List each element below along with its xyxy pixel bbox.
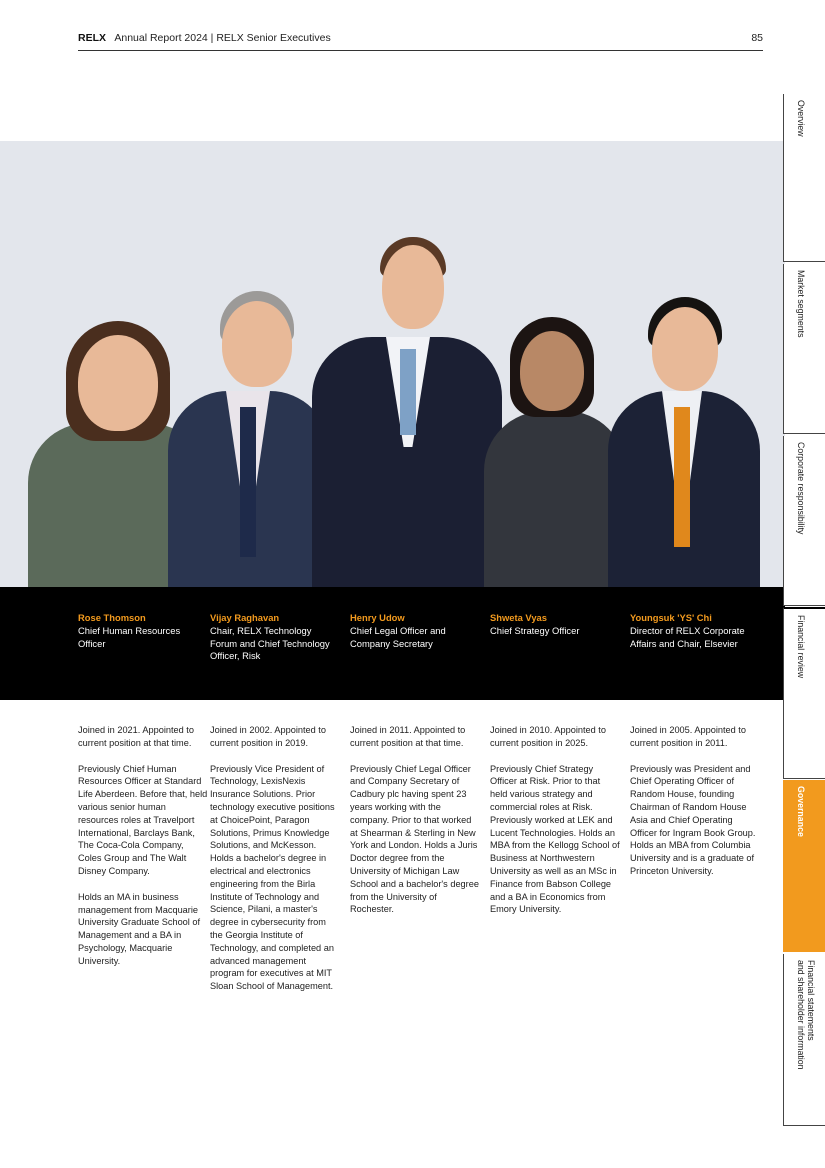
report-title: Annual Report 2024 | RELX Senior Executives xyxy=(114,32,331,44)
page-header xyxy=(78,32,763,51)
exec-bio-ys xyxy=(630,724,760,891)
exec-name: Vijay Raghavan xyxy=(210,612,280,623)
tab-label: Financial statements and shareholder information xyxy=(796,960,816,1070)
exec-role: Chief Human Resources Officer xyxy=(78,624,181,649)
bio-paragraph: Previously Vice President of Technology, LexisNexis Insurance Solutions. Prior technology executive positions at ChoicePoint, Paragon Solutions, Primus Knowledge Solutions, and McKesson. Holds a bachelor's degree in electrical and electronics engineering from the Birla Institute of Technology and Science, Pilani, a master's degree in cybersecurity from the Georgia Institute of Technology, and completed an advanced management program for executives at MIT Sloan School of Management. xyxy=(210,763,335,992)
bio-paragraph: Previously Chief Legal Officer and Company Secretary of Cadbury plc having spent 23 years working with the company. Prior to that worked at Shearman & Sterling in New York and London. Holds a Juris Doctor degree from the University of Michigan Law School and a bachelor's degree from the University of Rochester. xyxy=(350,763,479,915)
tab-label: Corporate responsibility xyxy=(796,442,806,535)
tab-label: Financial review xyxy=(796,615,806,679)
exec-role: Director of RELX Corporate Affairs and Chair, Elsevier xyxy=(630,624,745,649)
exec-name: Rose Thomson xyxy=(78,612,146,623)
bio-paragraph: Joined in 2021. Appointed to current position at that time. xyxy=(78,725,194,748)
tab-label: Market segments xyxy=(796,270,806,338)
photo-figure-henry xyxy=(312,237,502,587)
bio-paragraph: Joined in 2011. Appointed to current position at that time. xyxy=(350,725,466,748)
exec-name: Henry Udow xyxy=(350,612,405,623)
exec-header-henry xyxy=(350,612,480,650)
section-tabs xyxy=(783,94,825,1126)
tab-financial-review[interactable] xyxy=(783,607,825,779)
brand-name: RELX xyxy=(78,32,107,44)
executives-photo xyxy=(0,141,785,587)
bio-paragraph: Joined in 2005. Appointed to current position in 2011. xyxy=(630,725,746,748)
bio-paragraph: Holds an MA in business management from Macquarie University Graduate School of Management and a BA in Psychology, Macquarie University. xyxy=(78,891,201,966)
bio-paragraph: Joined in 2010. Appointed to current position in 2025. xyxy=(490,725,606,748)
exec-header-shweta xyxy=(490,612,620,638)
exec-bio-shweta xyxy=(490,724,620,929)
tab-market-segments[interactable] xyxy=(783,264,825,434)
exec-header-vijay xyxy=(210,612,340,663)
exec-name: Youngsuk 'YS' Chi xyxy=(630,612,712,623)
tab-label: Overview xyxy=(796,100,806,137)
page-number: 85 xyxy=(751,32,763,44)
bio-paragraph: Previously Chief Human Resources Officer at Standard Life Aberdeen. Before that, held various senior human resources roles at Travelport International, Barclays Bank, The Coca-Cola Company, Coles Group and The Walt Disney Company. xyxy=(78,763,208,876)
exec-bio-vijay xyxy=(210,724,336,1006)
tab-financial-statements[interactable] xyxy=(783,954,825,1126)
tab-overview[interactable] xyxy=(783,94,825,262)
bio-paragraph: Previously Chief Strategy Officer at Risk. Prior to that held various strategy and commercial roles at Risk. Previously worked at LEK and Lucent Technologies. Holds an MBA from the Kellogg School of Business at Northwestern University as well as an MSc in Finance from Babson College and a BA in Economics from Emory University. xyxy=(490,763,620,915)
exec-header-rose xyxy=(78,612,208,650)
exec-header-ys xyxy=(630,612,760,650)
exec-bio-henry xyxy=(350,724,480,929)
tab-governance[interactable] xyxy=(783,780,825,952)
photo-figure-vijay xyxy=(168,291,330,587)
tab-corporate-responsibility[interactable] xyxy=(783,436,825,606)
exec-role: Chair, RELX Technology Forum and Chief Technology Officer, Risk xyxy=(210,624,330,662)
photo-figure-shweta xyxy=(484,317,626,587)
photo-figure-ys xyxy=(608,297,760,587)
exec-role: Chief Legal Officer and Company Secretary xyxy=(350,624,446,649)
exec-bio-rose xyxy=(78,724,208,981)
exec-role: Chief Strategy Officer xyxy=(490,624,580,636)
bio-paragraph: Joined in 2002. Appointed to current position in 2019. xyxy=(210,725,326,748)
tab-label: Governance xyxy=(796,786,806,837)
exec-name: Shweta Vyas xyxy=(490,612,547,623)
bio-paragraph: Previously was President and Chief Operating Officer of Random House, founding Chairman of Random House Asia and Chief Operating Officer for Ingram Book Group. Holds an MBA from Columbia University and is a graduate of Princeton University. xyxy=(630,763,756,876)
